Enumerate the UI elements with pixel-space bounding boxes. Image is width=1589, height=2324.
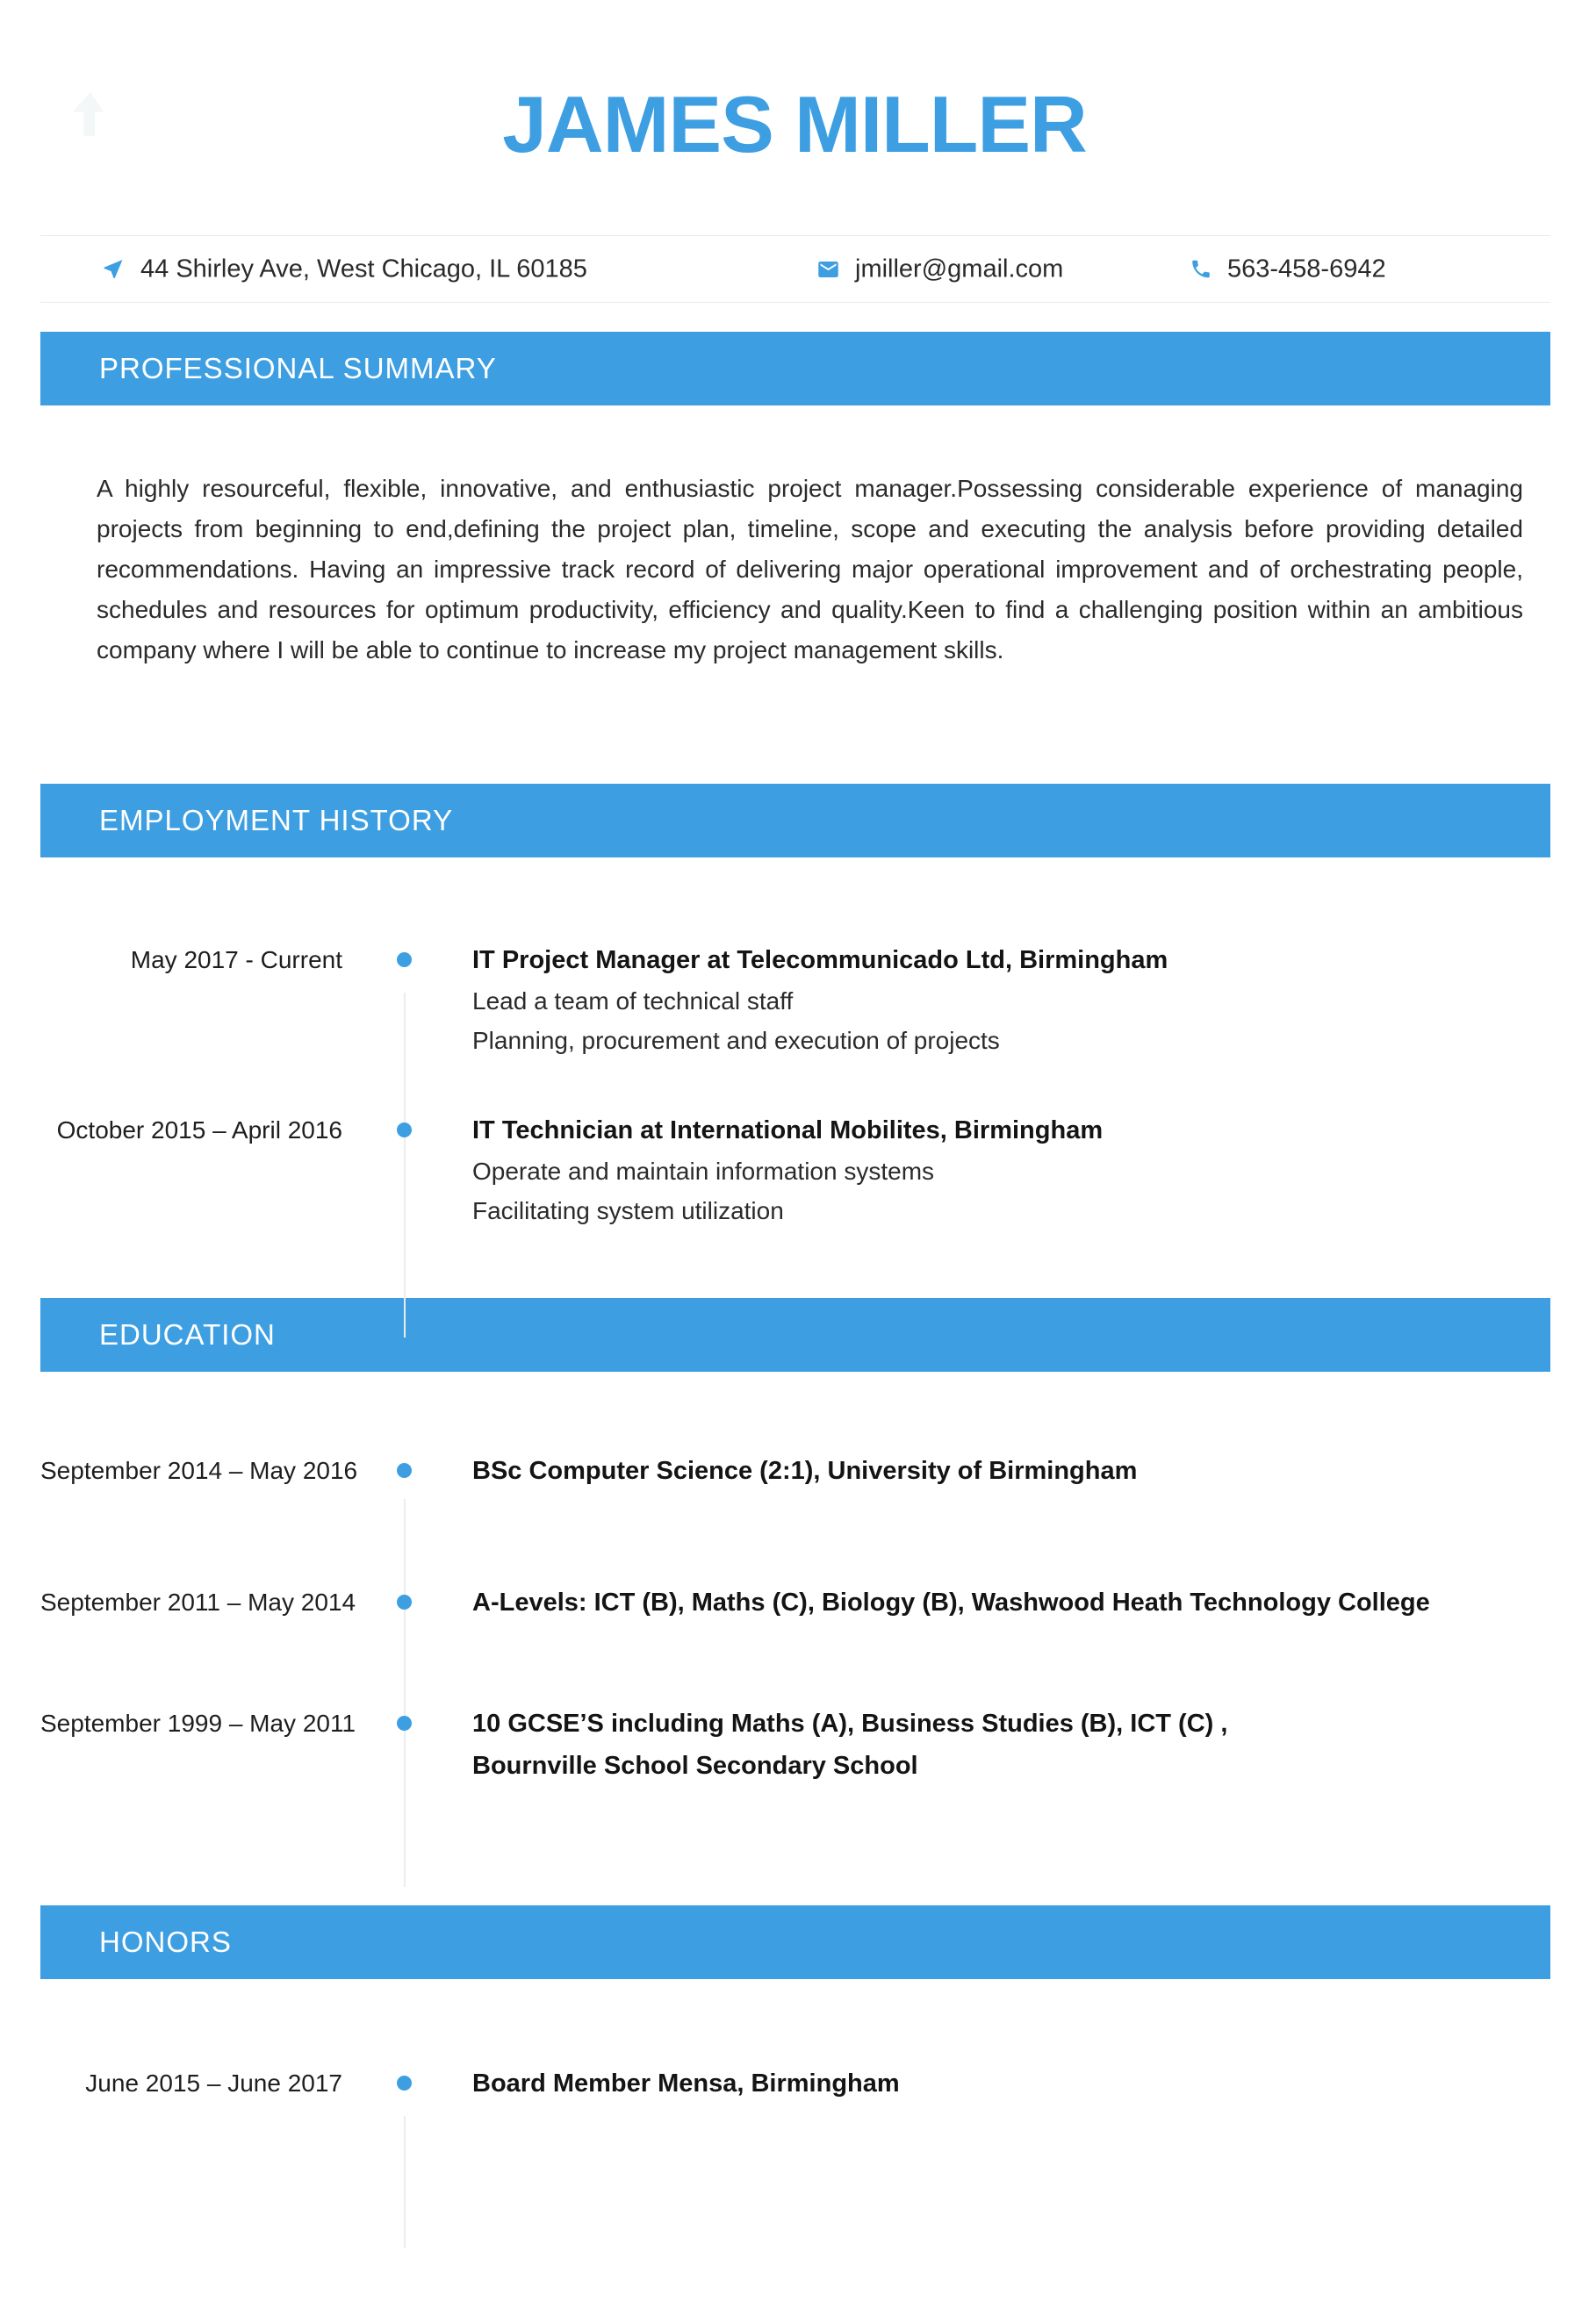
entry-dates: October 2015 – April 2016	[56, 1116, 342, 1144]
phone-icon	[1190, 258, 1212, 281]
email-icon	[816, 257, 840, 281]
employment-entry	[40, 1109, 1550, 1230]
section-heading-label: HONORS	[99, 1926, 232, 1958]
contact-address-text: 44 Shirley Ave, West Chicago, IL 60185	[140, 255, 587, 283]
entry-content	[472, 939, 1550, 1060]
entry-content	[472, 2062, 1550, 2105]
entry-title: BSc Computer Science (2:1), University of Birmingham	[472, 1457, 1138, 1485]
entry-detail: Operate and maintain information systems	[472, 1158, 935, 1185]
location-icon	[101, 257, 126, 282]
section-heading-honors	[40, 1905, 1550, 1979]
timeline-dot	[397, 952, 412, 967]
timeline-dot	[397, 1595, 412, 1610]
section-heading-label: EDUCATION	[99, 1318, 276, 1351]
employment-section	[40, 939, 1550, 1230]
contact-email-text: jmiller@gmail.com	[855, 255, 1064, 283]
professional-summary-text: A highly resourceful, flexible, innovative, and enthusiastic project manager.Possessing considerable experience of managing projects from beginning to end,defining the project plan, timeline, scope and executing the analysis before providing detailed recommendations. Having an impressive track record of delivering major operational improvement and of orchestrating people, schedules and resources for optimum productivity, efficiency and quality.Keen to find a challenging position within an ambitious company where I will be able to continue to increase my project management skills.	[97, 475, 1523, 663]
timeline-dot	[397, 1716, 412, 1731]
contact-email	[816, 255, 1063, 283]
section-heading-employment-history	[40, 784, 1550, 857]
contact-bar	[40, 235, 1550, 303]
entry-content	[472, 1703, 1550, 1787]
entry-dates: May 2017 - Current	[130, 946, 342, 973]
education-section	[40, 1450, 1550, 1787]
entry-title: Board Member Mensa, Birmingham	[472, 2069, 900, 2098]
entry-title: 10 GCSE’S including Maths (A), Business Studies (B), ICT (C) ,	[472, 1710, 1228, 1738]
entry-title: IT Project Manager at Telecommunicado Ltd, Birmingham	[472, 946, 1168, 974]
entry-dates: September 1999 – May 2011	[40, 1710, 356, 1737]
timeline-dot	[397, 2076, 412, 2091]
honors-section	[40, 2062, 1550, 2105]
timeline-dot	[397, 1123, 412, 1137]
entry-detail: Lead a team of technical staff	[472, 987, 794, 1015]
entry-detail: Facilitating system utilization	[472, 1197, 784, 1224]
section-heading-label: PROFESSIONAL SUMMARY	[99, 352, 497, 384]
contact-phone	[1190, 255, 1386, 283]
entry-title: A-Levels: ICT (B), Maths (C), Biology (B), Washwood Heath Technology College	[472, 1589, 1430, 1617]
page-title: JAMES MILLER	[502, 81, 1087, 169]
watermark-icon	[60, 82, 112, 146]
education-entry	[40, 1703, 1550, 1787]
resume-page	[0, 77, 1589, 2324]
entry-dates: September 2011 – May 2014	[40, 1589, 356, 1616]
honors-entry	[40, 2062, 1550, 2105]
entry-detail: Planning, procurement and execution of projects	[472, 1027, 1000, 1054]
entry-title-line2: Bournville School Secondary School	[472, 1752, 918, 1780]
contact-address	[101, 255, 587, 283]
entry-dates: June 2015 – June 2017	[85, 2069, 342, 2097]
timeline-dot	[397, 1463, 412, 1478]
education-entry	[40, 1582, 1550, 1624]
contact-phone-text: 563-458-6942	[1227, 255, 1386, 283]
entry-title: IT Technician at International Mobilites, Birmingham	[472, 1116, 1104, 1144]
section-heading-professional-summary	[40, 332, 1550, 405]
entry-content	[472, 1450, 1550, 1492]
section-heading-education	[40, 1298, 1550, 1372]
entry-dates: September 2014 – May 2016	[40, 1457, 358, 1484]
entry-content	[472, 1582, 1550, 1624]
education-entry	[40, 1450, 1550, 1492]
section-heading-label: EMPLOYMENT HISTORY	[99, 804, 454, 836]
employment-entry	[40, 939, 1550, 1060]
entry-content	[472, 1109, 1550, 1230]
